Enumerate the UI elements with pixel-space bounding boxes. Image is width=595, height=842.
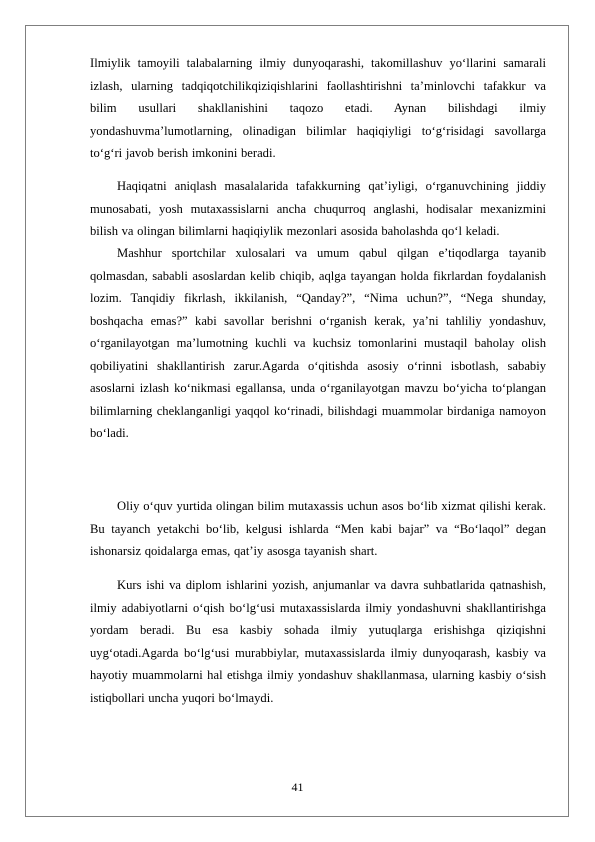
paragraph-4: Oliy o‘quv yurtida olingan bilim mutaxassis uchun asos bo‘lib xizmat qilishi kerak. Bu tayanch yetakchi bo‘lib, kelgusi ishlarda “Men kabi bajar” va “Bo‘laqol” degan ishonarsiz qoidalarga emas, qat’iy asosga tayanish shart. — [90, 499, 546, 558]
paragraph-2: Haqiqatni aniqlash masalalarida tafakkurning qat’iyligi, o‘rganuvchining jiddiy munosabati, yosh mutaxassislarni ancha chuqurroq anglashi, hodisalar mexanizmini bilish va olingan bilimlarni haqiqiylik mezonlari asosida baholashda qo‘l keladi. — [90, 179, 546, 238]
page-number: 41 — [291, 780, 304, 794]
paragraph-1: Ilmiylik tamoyili talabalarning ilmiy dunyoqarashi, takomillashuv yo‘llarini samarali izlash, ularning tadqiqotchilikqiziqishlarini faollashtirishni ta’minlovchi tafakkur va bilim usullari shakllanishini taqozo etadi. Aynan bilishdagi ilmiy yondashuvma’lumotlarning, olinadigan bilimlar haqiqiyligi to‘g‘risidagi savollarga to‘g‘ri javob berish imkonini beradi. — [90, 56, 546, 160]
paragraph-3: Mashhur sportchilar xulosalari va umum qabul qilgan e’tiqodlarga tayanib qolmasdan, sababli asoslardan kelib chiqib, aqlga tayangan holda fikrlardan foydalanish lozim. Tanqidiy fikrlash, ikkilanish, “Qanday?”, “Nima uchun?”, “Nega shunday, boshqacha emas?” kabi savollar berishni o‘rganish kerak, ya’ni tahliliy yondashuv, o‘rganilayotgan ma’lumotning kuchli va kuchsiz tomonlarini mustaqil baholay olish qobiliyatini shakllantirish zarur.Agarda o‘qitishda asosiy o‘rinni isbotlash, sababiy asoslarni izlash ko‘nikmasi egallansa, unda o‘rganilayotgan mavzu bo‘yicha to‘plangan bilimlarning cheklanganligi yaqqol ko‘rinadi, bilishdagi muammolar birdaniga namoyon bo‘ladi. — [90, 246, 546, 440]
paragraph-5: Kurs ishi va diplom ishlarini yozish, anjumanlar va davra suhbatlarida qatnashish, ilmiy adabiyotlarni o‘qish bo‘lg‘usi mutaxassislarda ilmiy yondashuvni shakllantirishga yordam beradi. Bu esa kasbiy sohada ilmiy yutuqlarga erishishga qiziqishni uyg‘otadi.Agarda bo‘lg‘usi murabbiylar, mutaxassislarda ilmiy dunyoqarash, kasbiy va hayotiy muammolarni hal etishga ilmiy yondashuv shakllanmasa, ularning kasbiy o‘sish istiqbollari uncha yuqori bo‘lmaydi. — [90, 578, 546, 705]
